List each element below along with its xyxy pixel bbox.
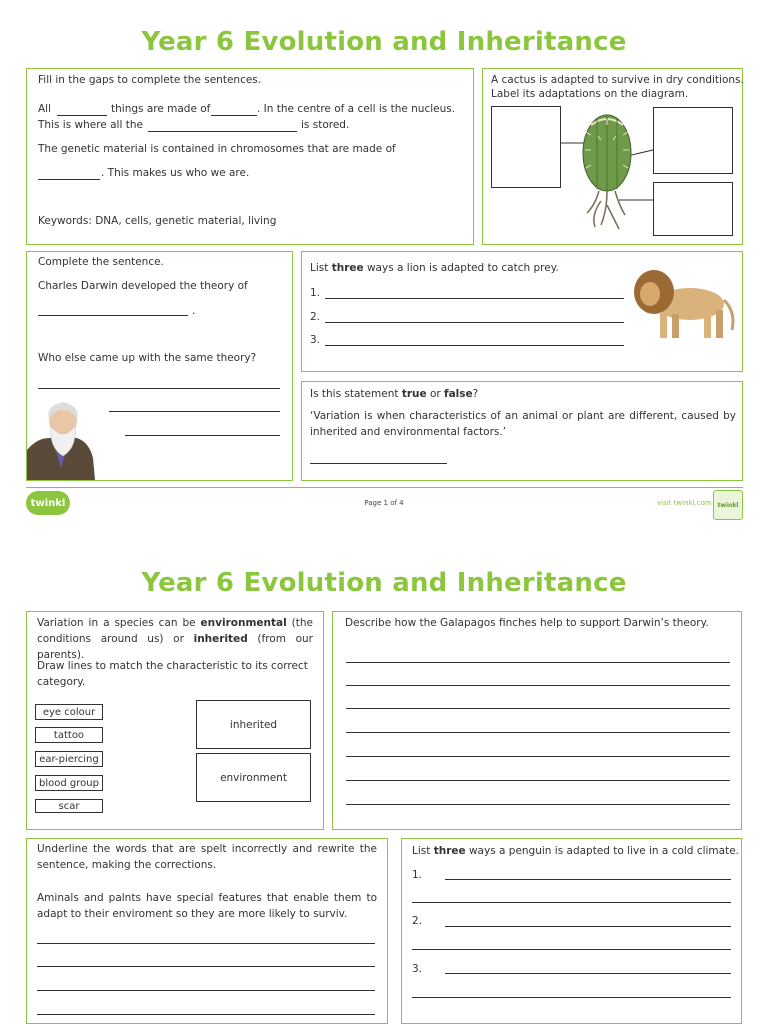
blank-line[interactable] [148, 131, 297, 132]
answer-line[interactable] [325, 298, 624, 299]
page-number: Page 1 of 4 [364, 499, 404, 507]
spelling-box [26, 838, 388, 1024]
cactus-instruction: Label its adaptations on the diagram. [491, 88, 689, 100]
answer-line[interactable] [38, 315, 188, 316]
variation-text: Variation in a species can be environmental (the conditions around us) or inherited (from our parents). [37, 617, 313, 661]
finches-box [332, 611, 742, 830]
true-false-box [301, 381, 743, 481]
answer-line[interactable] [37, 966, 375, 967]
statement-text: ‘Variation is when characteristics of an animal or plant are different, caused by inherited and environmental factors.’ [310, 410, 736, 438]
blank-line[interactable] [57, 115, 107, 116]
list-number: 3. [310, 334, 321, 346]
cactus-instruction: A cactus is adapted to survive in dry conditions. [491, 74, 744, 86]
sentence-text: All [38, 103, 52, 115]
answer-line[interactable] [412, 949, 731, 950]
list-number: 3. [412, 963, 423, 975]
answer-line[interactable] [346, 708, 730, 709]
variation-box [26, 611, 324, 830]
answer-line[interactable] [445, 879, 731, 880]
characteristic-chip[interactable]: scar [35, 799, 103, 813]
fill-gaps-heading: Fill in the gaps to complete the sentences. [38, 74, 262, 86]
darwin-question: Who else came up with the same theory? [38, 352, 257, 364]
site-link[interactable]: visit twinkl.com [657, 499, 712, 507]
darwin-heading: Complete the sentence. [38, 256, 164, 268]
answer-line[interactable] [346, 756, 730, 757]
answer-line[interactable] [346, 662, 730, 663]
spelling-instruction: Underline the words that are spelt incorrectly and rewrite the sentence, making the corrections. [37, 843, 377, 871]
darwin-box [26, 251, 293, 481]
answer-line[interactable] [346, 780, 730, 781]
penguin-box [401, 838, 742, 1024]
label-box[interactable] [653, 107, 733, 174]
answer-line[interactable] [310, 463, 447, 464]
keywords-text: Keywords: DNA, cells, genetic material, living [38, 215, 277, 227]
period-text: . [192, 305, 196, 317]
sentence-text: The genetic material is contained in chromosomes that are made of [38, 143, 396, 155]
list-number: 1. [412, 869, 423, 881]
darwin-portrait-image [27, 398, 97, 480]
label-box[interactable] [653, 182, 733, 236]
list-number: 2. [412, 915, 423, 927]
cactus-image [561, 105, 653, 235]
sentence-text: . In the centre of a cell is the nucleus. [257, 103, 456, 115]
true-false-question: Is this statement true or false? [310, 388, 479, 400]
list-number: 1. [310, 287, 321, 299]
answer-line[interactable] [37, 943, 375, 944]
page-title: Year 6 Evolution and Inheritance [141, 27, 627, 57]
answer-line[interactable] [346, 685, 730, 686]
sentence-text: This is where all the [38, 119, 143, 131]
answer-line[interactable] [38, 388, 280, 389]
variation-instruction: Draw lines to match the characteristic to its correct category. [37, 660, 308, 688]
answer-line[interactable] [325, 345, 624, 346]
list-number: 2. [310, 311, 321, 323]
blank-line[interactable] [38, 179, 100, 180]
quality-badge: twinkl [713, 490, 743, 520]
footer-divider [26, 487, 743, 488]
answer-line[interactable] [445, 973, 731, 974]
answer-line[interactable] [346, 804, 730, 805]
characteristic-chip[interactable]: ear-piercing [35, 751, 103, 767]
twinkl-logo: twinkl [26, 491, 70, 515]
page-title: Year 6 Evolution and Inheritance [141, 568, 627, 598]
answer-line[interactable] [109, 411, 280, 412]
lion-question: List three ways a lion is adapted to catch prey. [310, 262, 559, 274]
darwin-sentence: Charles Darwin developed the theory of [38, 280, 248, 292]
characteristic-chip[interactable]: eye colour [35, 704, 103, 720]
category-environment[interactable]: environment [196, 753, 311, 802]
answer-line[interactable] [325, 322, 624, 323]
answer-line[interactable] [346, 732, 730, 733]
lion-box [301, 251, 743, 372]
fill-gaps-box [26, 68, 474, 245]
sentence-text: is stored. [301, 119, 350, 131]
lion-image [632, 264, 737, 344]
blank-line[interactable] [211, 115, 257, 116]
characteristic-chip[interactable]: tattoo [35, 727, 103, 743]
label-box[interactable] [491, 106, 561, 188]
cactus-box [482, 68, 743, 245]
sentence-text: . This makes us who we are. [101, 167, 250, 179]
answer-line[interactable] [412, 902, 731, 903]
answer-line[interactable] [37, 1014, 375, 1015]
finches-question: Describe how the Galapagos finches help to support Darwin’s theory. [345, 617, 709, 629]
answer-line[interactable] [445, 926, 731, 927]
category-inherited[interactable]: inherited [196, 700, 311, 749]
characteristic-chip[interactable]: blood group [35, 775, 103, 791]
answer-line[interactable] [125, 435, 280, 436]
sentence-text: things are made of [111, 103, 211, 115]
answer-line[interactable] [412, 997, 731, 998]
spelling-sentence: Aminals and palnts have special features that enable them to adapt to their enviroment so they are more likely to surviv. [37, 892, 377, 920]
answer-line[interactable] [37, 990, 375, 991]
penguin-question: List three ways a penguin is adapted to live in a cold climate. [412, 845, 739, 857]
